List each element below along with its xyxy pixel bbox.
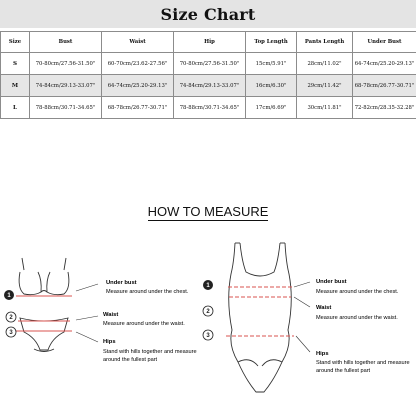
cell-hip: 70-80cm/27.56-31.50" <box>174 53 246 75</box>
cell-waist: 64-74cm/25.20-29.13" <box>102 75 174 97</box>
right-hips-desc-1: Stand with hills together and measure <box>316 360 410 366</box>
right-under-bust-title: Under bust <box>316 279 347 285</box>
col-header-pants-length: Pants Length <box>297 32 353 53</box>
right-marker-1-label: 1 <box>206 283 210 289</box>
right-under-bust-desc: Measure around under the chest. <box>316 289 399 295</box>
cell-bust: 78-88cm/30.71-34.65" <box>30 97 102 119</box>
cell-size: M <box>1 75 30 97</box>
right-marker-1 <box>203 280 213 290</box>
left-hips-title: Hips <box>103 339 116 345</box>
cell-under-bust: 72-82cm/28.35-32.28" <box>353 97 416 119</box>
cell-hip: 78-88cm/30.71-34.65" <box>174 97 246 119</box>
col-header-bust: Bust <box>30 32 102 53</box>
left-marker-1 <box>4 290 14 300</box>
cell-pants-length: 30cm/11.81" <box>297 97 353 119</box>
right-leader-under-bust <box>294 282 310 287</box>
left-under-bust-desc: Measure around under the chest. <box>106 289 189 295</box>
right-hips-desc-2: around the fullest part <box>316 368 371 374</box>
left-marker-3 <box>6 327 16 337</box>
right-marker-3 <box>203 330 213 340</box>
cell-under-bust: 64-74cm/25.20-29.13" <box>353 53 416 75</box>
right-leader-hips <box>296 336 310 352</box>
right-leader-waist <box>294 297 310 307</box>
left-leader-hips <box>76 332 98 342</box>
right-marker-2-label: 2 <box>206 309 210 315</box>
col-header-waist: Waist <box>102 32 174 53</box>
cell-pants-length: 29cm/11.42" <box>297 75 353 97</box>
cell-waist: 60-70cm/23.62-27.56" <box>102 53 174 75</box>
left-marker-2-label: 2 <box>9 315 13 321</box>
left-marker-1-label: 1 <box>7 293 11 299</box>
left-waist-desc: Measure around under the waist. <box>103 321 185 327</box>
left-under-bust-title: Under bust <box>106 280 137 286</box>
cell-waist: 68-78cm/26.77-30.71" <box>102 97 174 119</box>
left-leader-waist <box>76 316 98 320</box>
page-title: Size Chart <box>160 4 256 24</box>
col-header-hip: Hip <box>174 32 246 53</box>
cell-hip: 74-84cm/29.13-33.07" <box>174 75 246 97</box>
col-header-top-length: Top Length <box>246 32 297 53</box>
cell-under-bust: 68-78cm/26.77-30.71" <box>353 75 416 97</box>
left-leader-under-bust <box>76 284 98 291</box>
cell-size: L <box>1 97 30 119</box>
cell-bust: 70-80cm/27.56-31.50" <box>30 53 102 75</box>
cell-pants-length: 28cm/11.02" <box>297 53 353 75</box>
how-to-measure-heading: HOW TO MEASURE <box>147 204 269 219</box>
right-marker-3-label: 3 <box>206 333 210 339</box>
col-header-size: Size <box>1 32 30 53</box>
cell-bust: 74-84cm/29.13-33.07" <box>30 75 102 97</box>
left-waist-title: Waist <box>103 312 119 318</box>
cell-size: S <box>1 53 30 75</box>
left-marker-2 <box>6 312 16 322</box>
bikini-illustration <box>19 258 69 352</box>
cell-top-length: 15cm/5.91" <box>246 53 297 75</box>
cell-top-length: 16cm/6.30" <box>246 75 297 97</box>
col-header-under-bust: Under Bust <box>353 32 416 53</box>
left-marker-3-label: 3 <box>9 330 13 336</box>
right-hips-title: Hips <box>316 351 329 357</box>
swimsuit-illustration <box>229 243 292 392</box>
right-waist-title: Waist <box>316 305 332 311</box>
right-marker-2 <box>203 306 213 316</box>
cell-top-length: 17cm/6.69" <box>246 97 297 119</box>
left-hips-desc-1: Stand with hills together and measure <box>103 349 197 355</box>
left-hips-desc-2: around the fullest part <box>103 357 158 363</box>
right-waist-desc: Measure around under the waist. <box>316 315 398 321</box>
